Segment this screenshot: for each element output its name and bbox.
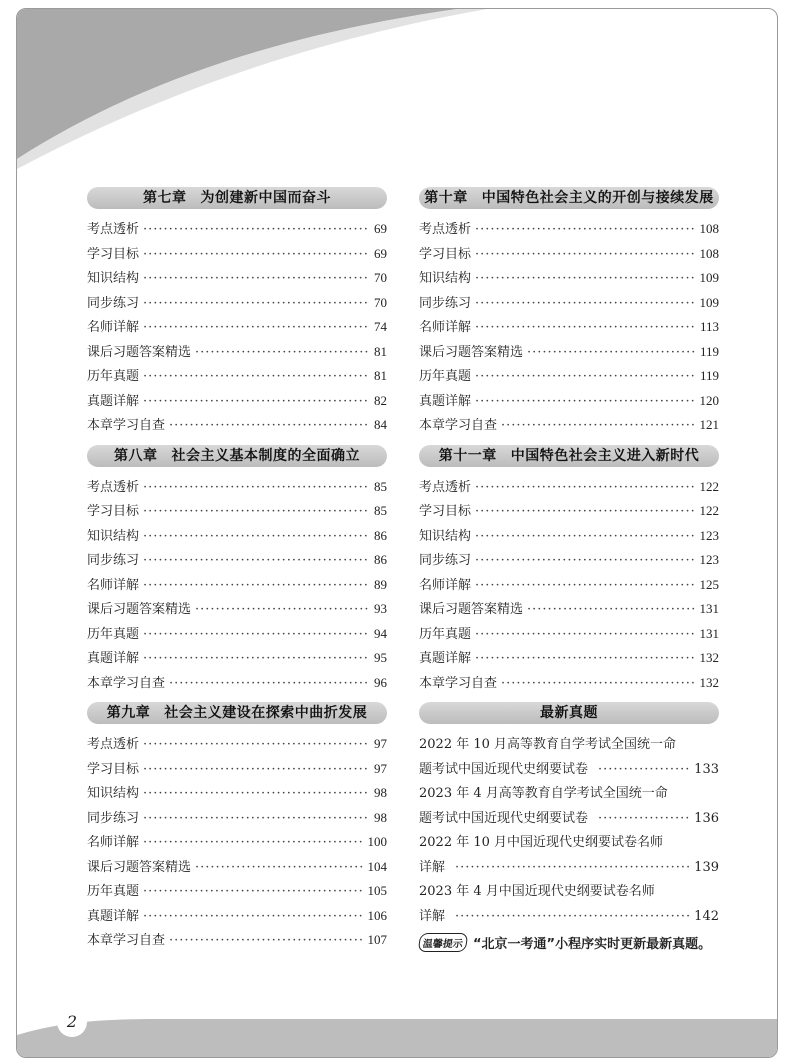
toc-right-column: [419, 187, 719, 958]
dot-leader: [475, 320, 696, 335]
latest-exams-header: [419, 702, 719, 724]
dot-leader: [143, 651, 370, 666]
toc-entry-page: 86: [374, 527, 387, 543]
toc-entry[interactable]: [419, 549, 719, 574]
dot-leader: [143, 529, 370, 544]
toc-entry-page: 85: [374, 503, 387, 518]
toc-entry[interactable]: [87, 316, 387, 341]
toc-entry-page: 131: [699, 625, 719, 641]
toc-entry-page: 97: [374, 760, 387, 776]
toc-entry-page: 94: [374, 625, 387, 641]
toc-entry-label: 同步练习: [419, 295, 472, 311]
toc-entry[interactable]: [87, 525, 387, 550]
dot-leader: [527, 602, 695, 617]
toc-entry[interactable]: [419, 476, 719, 501]
dot-leader: [169, 933, 363, 948]
dot-leader: [143, 320, 370, 335]
toc-entry[interactable]: [87, 758, 387, 783]
toc-entry[interactable]: [419, 623, 719, 648]
chapter-number: 第十章: [424, 190, 468, 206]
toc-entry[interactable]: [87, 905, 387, 930]
latest-exam-entry[interactable]: [419, 880, 719, 929]
latest-exam-title-line1: 2022 年 10 月中国近现代史纲要试卷名师: [419, 835, 664, 850]
latest-exam-title-line1: 2023 年 4 月高等教育自学考试全国统一命: [419, 786, 668, 801]
chapter-number: 第八章: [114, 447, 158, 464]
dot-leader: [169, 418, 370, 433]
toc-entry-label: 真题详解: [87, 393, 140, 409]
page-number: 2: [57, 1007, 87, 1037]
toc-entry-label: 课后习题答案精选: [87, 859, 192, 875]
toc-entry-label: 考点透析: [87, 737, 140, 752]
dot-leader: [475, 480, 695, 495]
footer-band: [17, 1005, 777, 1057]
dot-leader: [598, 811, 690, 826]
toc-entry-page: 123: [699, 552, 719, 567]
latest-exams-list: [419, 733, 719, 929]
latest-exam-entry[interactable]: [419, 782, 719, 831]
latest-exam-title-line2: 题考试中国近现代史纲要试卷: [419, 810, 589, 826]
dot-leader: [195, 602, 370, 617]
chapter-section: [87, 702, 387, 954]
toc-entry-label: 知识结构: [87, 528, 140, 544]
toc-entry-page: 122: [699, 503, 719, 518]
toc-entry-page: 89: [374, 576, 387, 592]
toc-entry[interactable]: [87, 880, 387, 905]
chapter-title: 为创建新中国而奋斗: [200, 190, 331, 206]
toc-entry-label: 本章学习自查: [87, 675, 166, 691]
toc-entry-label: 名师详解: [87, 577, 140, 593]
dot-leader: [475, 651, 695, 666]
toc-entry-label: 知识结构: [87, 786, 140, 801]
toc-entry-label: 名师详解: [87, 320, 140, 335]
dot-leader: [143, 394, 370, 409]
toc-entry[interactable]: [87, 243, 387, 268]
toc-entry-page: 82: [374, 392, 387, 408]
toc-entry[interactable]: [419, 598, 719, 623]
toc-entry[interactable]: [419, 500, 719, 525]
dot-leader: [143, 909, 363, 924]
toc-entry-page: 108: [699, 221, 719, 236]
toc-entry-label: 名师详解: [87, 835, 140, 850]
toc-entry[interactable]: [87, 574, 387, 599]
toc-entry-page: 98: [374, 785, 387, 800]
latest-exam-title-line2: 详解: [419, 908, 446, 924]
latest-exam-page: 133: [694, 761, 719, 777]
chapter-title: 社会主义建设在探索中曲折发展: [164, 705, 368, 721]
toc-entry[interactable]: [87, 549, 387, 574]
toc-entry[interactable]: [87, 292, 387, 317]
dot-leader: [143, 480, 370, 495]
dot-leader: [143, 222, 370, 237]
toc-entry-label: 本章学习自查: [87, 418, 166, 433]
toc-entry-label: 同步练习: [87, 295, 140, 311]
dot-leader: [475, 369, 696, 384]
toc-entry[interactable]: [87, 500, 387, 525]
toc-entry-page: 109: [699, 270, 719, 285]
toc-entry-label: 名师详解: [419, 320, 472, 335]
toc-left-column: [87, 187, 387, 960]
latest-exam-title-line2: 详解: [419, 859, 446, 875]
toc-entry-label: 真题详解: [419, 651, 472, 666]
toc-entry-page: 107: [367, 932, 387, 947]
toc-entry-label: 本章学习自查: [419, 418, 498, 433]
dot-leader: [501, 676, 695, 691]
decorative-swoosh: [17, 9, 777, 169]
toc-entry[interactable]: [419, 414, 719, 439]
toc-entry[interactable]: [419, 365, 719, 390]
toc-entry-page: 86: [374, 552, 387, 567]
dot-leader: [195, 860, 363, 875]
toc-entry-label: 考点透析: [419, 222, 472, 237]
dot-leader: [143, 627, 370, 642]
toc-entry-label: 学习目标: [419, 246, 472, 262]
toc-entry-label: 学习目标: [87, 504, 140, 519]
chapter-section: [87, 445, 387, 697]
chapter-title: 中国特色社会主义进入新时代: [510, 447, 700, 464]
toc-entry-label: 考点透析: [87, 222, 140, 237]
toc-entry-page: 109: [699, 294, 719, 310]
chapter-header: [419, 445, 719, 467]
toc-entry-page: 122: [699, 478, 719, 494]
toc-entry[interactable]: [419, 218, 719, 243]
dot-leader: [143, 369, 370, 384]
chapter-number: 第七章: [143, 190, 187, 206]
toc-entry-label: 知识结构: [419, 528, 472, 544]
dot-leader: [455, 909, 690, 924]
dot-leader: [143, 737, 370, 752]
dot-leader: [475, 504, 695, 519]
toc-entry-page: 85: [374, 478, 387, 494]
chapter-header: [87, 187, 387, 209]
latest-exam-page: 139: [694, 859, 719, 875]
chapter-header: [419, 187, 719, 209]
dot-leader: [143, 835, 363, 850]
toc-entry-page: 132: [699, 650, 719, 665]
toc-entry-label: 同步练习: [87, 553, 140, 568]
toc-entry-label: 历年真题: [419, 626, 472, 642]
latest-exam-entry[interactable]: [419, 831, 719, 880]
toc-entry-page: 69: [374, 245, 387, 261]
toc-entry[interactable]: [419, 525, 719, 550]
toc-entry[interactable]: [419, 243, 719, 268]
toc-entry-page: 95: [374, 650, 387, 665]
chapter-section: [87, 187, 387, 439]
toc-entry[interactable]: [87, 856, 387, 881]
toc-entry-label: 真题详解: [87, 651, 140, 666]
dot-leader: [143, 504, 370, 519]
latest-exam-title-line1: 2022 年 10 月高等教育自学考试全国统一命: [419, 737, 677, 752]
toc-entry[interactable]: [87, 341, 387, 366]
dot-leader: [501, 418, 695, 433]
toc-entry[interactable]: [419, 672, 719, 697]
toc-entry[interactable]: [419, 647, 719, 672]
toc-entry-label: 考点透析: [87, 479, 140, 495]
dot-leader: [475, 271, 695, 286]
chapter-header: [87, 445, 387, 467]
toc-entry[interactable]: [87, 476, 387, 501]
toc-entry-label: 历年真题: [419, 369, 472, 384]
toc-entry-label: 历年真题: [87, 369, 140, 384]
toc-entry[interactable]: [87, 218, 387, 243]
toc-entry-label: 同步练习: [87, 810, 140, 826]
toc-entry[interactable]: [87, 807, 387, 832]
toc-entry-page: 131: [699, 601, 719, 616]
dot-leader: [475, 578, 695, 593]
toc-entry-label: 名师详解: [419, 577, 472, 593]
toc-entry-page: 121: [699, 417, 719, 432]
toc-entry[interactable]: [87, 672, 387, 697]
dot-leader: [475, 222, 695, 237]
latest-exam-page: 142: [694, 908, 719, 924]
dot-leader: [143, 553, 370, 568]
dot-leader: [195, 345, 370, 360]
dot-leader: [475, 394, 695, 409]
toc-entry[interactable]: [87, 414, 387, 439]
dot-leader: [143, 247, 370, 262]
toc-entry-page: 96: [374, 674, 387, 690]
notice-text: “北京一考通”小程序实时更新最新真题。: [473, 937, 712, 952]
chapter-header: [87, 702, 387, 724]
chapter-title: 社会主义基本制度的全面确立: [171, 447, 360, 464]
toc-entry-label: 本章学习自查: [87, 933, 166, 948]
latest-exam-entry[interactable]: [419, 733, 719, 782]
toc-entry-page: 106: [367, 907, 387, 923]
toc-entry-label: 学习目标: [87, 761, 140, 777]
latest-exam-title-line1: 2023 年 4 月中国近现代史纲要试卷名师: [419, 884, 655, 899]
toc-entry-page: 74: [374, 319, 387, 334]
toc-entry-label: 课后习题答案精选: [87, 602, 192, 617]
latest-exams-section: [419, 702, 719, 952]
chapter-number: 第九章: [106, 705, 151, 721]
toc-entry-page: 98: [374, 809, 387, 825]
dot-leader: [527, 345, 696, 360]
toc-entry-page: 93: [374, 601, 387, 616]
toc-entry[interactable]: [419, 390, 719, 415]
dot-leader: [475, 529, 695, 544]
dot-leader: [475, 247, 695, 262]
toc-entry[interactable]: [87, 733, 387, 758]
dot-leader: [475, 296, 695, 311]
notice-badge: 温馨提示: [418, 933, 469, 952]
toc-entry-label: 课后习题答案精选: [419, 344, 524, 360]
toc-entry-label: 考点透析: [419, 479, 472, 495]
dot-leader: [143, 811, 370, 826]
toc-entry-label: 历年真题: [87, 884, 140, 899]
toc-entry-page: 132: [699, 674, 719, 690]
dot-leader: [143, 762, 370, 777]
toc-entry[interactable]: [87, 365, 387, 390]
dot-leader: [455, 860, 690, 875]
toc-entry-page: 81: [374, 368, 387, 383]
toc-entry-page: 120: [699, 392, 719, 408]
page: [16, 8, 778, 1058]
latest-exam-page: 136: [694, 810, 719, 826]
toc-entry-label: 真题详解: [87, 908, 140, 924]
chapter-number: 第十一章: [438, 447, 497, 464]
dot-leader: [143, 296, 370, 311]
dot-leader: [143, 884, 363, 899]
toc-entry[interactable]: [87, 390, 387, 415]
dot-leader: [143, 271, 370, 286]
toc-entry[interactable]: [87, 267, 387, 292]
toc-entry-label: 同步练习: [419, 553, 472, 568]
toc-entry-label: 学习目标: [87, 246, 140, 262]
latest-exam-title-line2: 题考试中国近现代史纲要试卷: [419, 761, 589, 777]
toc-entry-label: 课后习题答案精选: [419, 602, 524, 617]
latest-exams-title: 最新真题: [540, 705, 598, 721]
toc-entry-label: 知识结构: [87, 271, 140, 286]
toc-entry[interactable]: [87, 831, 387, 856]
chapter-title: 中国特色社会主义的开创与接续发展: [481, 190, 714, 206]
dot-leader: [143, 786, 370, 801]
dot-leader: [475, 627, 695, 642]
toc-entry[interactable]: [419, 292, 719, 317]
toc-entry[interactable]: [419, 267, 719, 292]
dot-leader: [475, 553, 695, 568]
toc-entry-label: 学习目标: [419, 504, 472, 519]
toc-entry-page: 119: [699, 368, 719, 383]
chapter-section: [419, 445, 719, 697]
toc-entry-label: 知识结构: [419, 271, 472, 286]
toc-entry-page: 119: [699, 343, 719, 359]
toc-entry-page: 113: [699, 319, 719, 334]
toc-entry-page: 104: [367, 858, 387, 874]
toc-entry-label: 本章学习自查: [419, 675, 498, 691]
toc-entry-page: 125: [699, 576, 719, 592]
toc-entry[interactable]: [87, 598, 387, 623]
notice: [419, 933, 719, 952]
toc-entry-page: 123: [699, 527, 719, 543]
toc-entry[interactable]: [87, 647, 387, 672]
toc-entry-page: 105: [367, 883, 387, 898]
toc-entry-page: 108: [699, 245, 719, 261]
toc-entry[interactable]: [87, 929, 387, 954]
dot-leader: [169, 676, 370, 691]
toc-entry-label: 真题详解: [419, 393, 472, 409]
toc-entry[interactable]: [419, 316, 719, 341]
toc-entry-label: 历年真题: [87, 626, 140, 642]
toc-entry[interactable]: [419, 341, 719, 366]
toc-entry-page: 84: [374, 417, 387, 432]
toc-entry-label: 课后习题答案精选: [87, 344, 192, 360]
toc-entry-page: 69: [374, 221, 387, 236]
toc-entry-page: 70: [374, 270, 387, 285]
toc-entry[interactable]: [87, 782, 387, 807]
dot-leader: [143, 578, 370, 593]
dot-leader: [598, 762, 690, 777]
toc-entry-page: 97: [374, 736, 387, 751]
toc-entry-page: 70: [374, 294, 387, 310]
toc-entry-page: 100: [367, 834, 387, 849]
toc-entry[interactable]: [419, 574, 719, 599]
toc-entry[interactable]: [87, 623, 387, 648]
toc-entry-page: 81: [374, 343, 387, 359]
chapter-section: [419, 187, 719, 439]
